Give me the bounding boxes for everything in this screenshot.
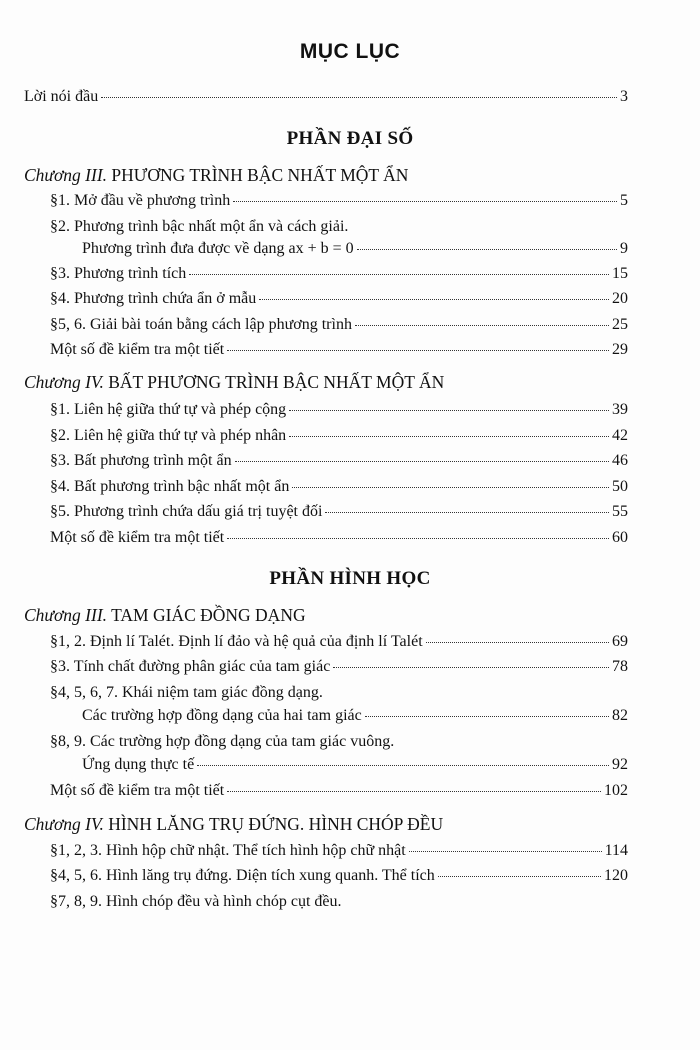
- entry-label: §3. Bất phương trình một ẩn: [50, 452, 232, 469]
- toc-entry: [50, 427, 628, 445]
- entry-label: Lời nói đầu: [24, 88, 99, 105]
- entry-first-line: §2. Phương trình bậc nhất một ẩn và cách giải.: [50, 218, 349, 235]
- toc-entry: [50, 341, 628, 359]
- entry-label: §4. Bất phương trình bậc nhất một ẩn: [50, 478, 290, 495]
- entry-page: 114: [604, 842, 628, 859]
- entry-label: Ứng dụng thực tế: [82, 756, 195, 773]
- chapter-title: BẤT PHƯƠNG TRÌNH BẬC NHẤT MỘT ẨN: [108, 372, 445, 392]
- entry-first-line: §4, 5, 6, 7. Khái niệm tam giác đồng dạng.: [50, 684, 323, 701]
- dot-leader: [233, 201, 617, 202]
- entry-page: 50: [612, 478, 628, 495]
- entry-label: §3. Phương trình tích: [50, 265, 187, 282]
- toc-entry: [50, 842, 628, 860]
- dot-leader: [227, 791, 601, 792]
- chapter-number: Chương IV.: [24, 814, 104, 834]
- toc-entry: [50, 452, 628, 470]
- toc-entry: [50, 316, 628, 334]
- chapter-heading: [24, 372, 444, 393]
- entry-page: 78: [612, 658, 628, 675]
- entry-label: §1. Mở đầu về phương trình: [50, 192, 231, 209]
- dot-leader: [365, 716, 609, 717]
- entry-page: 55: [612, 503, 628, 520]
- toc-entry: [82, 707, 628, 725]
- part-title-algebra: PHẦN ĐẠI SỐ: [286, 128, 414, 149]
- dot-leader: [189, 274, 609, 275]
- chapter-heading: [24, 165, 408, 186]
- toc-entry: [50, 478, 628, 496]
- entry-label: §4. Phương trình chứa ẩn ở mẫu: [50, 290, 257, 307]
- entry-label: §1, 2, 3. Hình hộp chữ nhật. Thể tích hình hộp chữ nhật: [50, 842, 406, 859]
- chapter-number: Chương IV.: [24, 372, 104, 392]
- chapter-heading: [24, 605, 306, 626]
- dot-leader: [409, 851, 602, 852]
- dot-leader: [235, 461, 609, 462]
- entry-label: §1, 2. Định lí Talét. Định lí đảo và hệ quả của định lí Talét: [50, 633, 423, 650]
- dot-leader: [292, 487, 609, 488]
- entry-label: Một số đề kiểm tra một tiết: [50, 341, 225, 358]
- chapter-title: PHƯƠNG TRÌNH BẬC NHẤT MỘT ẨN: [111, 165, 409, 185]
- toc-entry: [50, 265, 628, 283]
- entry-label: §4, 5, 6. Hình lăng trụ đứng. Diện tích xung quanh. Thể tích: [50, 867, 435, 884]
- entry-page: 29: [612, 341, 628, 358]
- toc-entry: [50, 658, 628, 676]
- entry-label: §3. Tính chất đường phân giác của tam giác: [50, 658, 331, 675]
- entry-page: 82: [612, 707, 628, 724]
- entry-label: Phương trình đưa được về dạng ax + b = 0: [82, 240, 354, 257]
- toc-entry: [50, 401, 628, 419]
- entry-label: §5, 6. Giải bài toán bằng cách lập phương trình: [50, 316, 352, 333]
- chapter-title: HÌNH LĂNG TRỤ ĐỨNG. HÌNH CHÓP ĐỀU: [108, 814, 444, 834]
- entry-page: 5: [620, 192, 628, 209]
- entry-page: 9: [620, 240, 628, 257]
- toc-entry: [50, 503, 628, 521]
- entry-label: §2. Liên hệ giữa thứ tự và phép nhân: [50, 427, 287, 444]
- entry-label: Một số đề kiểm tra một tiết: [50, 529, 225, 546]
- toc-entry: [50, 529, 628, 547]
- dot-leader: [438, 876, 601, 877]
- dot-leader: [197, 765, 609, 766]
- toc-entry: [50, 192, 628, 210]
- toc-entry: [82, 756, 628, 774]
- entry-page: 3: [620, 88, 628, 105]
- entry-first-line: §7, 8, 9. Hình chóp đều và hình chóp cụt đều.: [50, 893, 342, 910]
- entry-page: 120: [604, 867, 628, 884]
- toc-entry: [50, 867, 628, 885]
- entry-page: 25: [612, 316, 628, 333]
- toc-entry: [50, 782, 628, 800]
- dot-leader: [426, 642, 609, 643]
- chapter-number: Chương III.: [24, 165, 108, 185]
- entry-page: 60: [612, 529, 628, 546]
- entry-page: 69: [612, 633, 628, 650]
- page-title: MỤC LỤC: [299, 40, 401, 63]
- entry-first-line: §8, 9. Các trường hợp đồng dạng của tam giác vuông.: [50, 733, 395, 750]
- entry-page: 15: [612, 265, 628, 282]
- entry-page: 46: [612, 452, 628, 469]
- part-title-geometry: PHẦN HÌNH HỌC: [269, 568, 431, 589]
- entry-label: Các trường hợp đồng dạng của hai tam giác: [82, 707, 362, 724]
- dot-leader: [325, 512, 609, 513]
- entry-label: Một số đề kiểm tra một tiết: [50, 782, 225, 799]
- dot-leader: [259, 299, 609, 300]
- entry-label: §5. Phương trình chứa dấu giá trị tuyệt đối: [50, 503, 323, 520]
- entry-page: 42: [612, 427, 628, 444]
- dot-leader: [289, 410, 609, 411]
- chapter-title: TAM GIÁC ĐỒNG DẠNG: [111, 605, 306, 625]
- entry-label: §1. Liên hệ giữa thứ tự và phép cộng: [50, 401, 287, 418]
- entry-page: 39: [612, 401, 628, 418]
- dot-leader: [333, 667, 609, 668]
- dot-leader: [357, 249, 617, 250]
- chapter-number: Chương III.: [24, 605, 108, 625]
- dot-leader: [227, 350, 609, 351]
- toc-entry-preface: [24, 88, 628, 106]
- toc-entry: [82, 240, 628, 258]
- dot-leader: [227, 538, 609, 539]
- toc-entry: [50, 633, 628, 651]
- chapter-heading: [24, 814, 443, 835]
- entry-page: 102: [604, 782, 628, 799]
- entry-page: 92: [612, 756, 628, 773]
- dot-leader: [289, 436, 609, 437]
- entry-page: 20: [612, 290, 628, 307]
- dot-leader: [101, 97, 617, 98]
- dot-leader: [355, 325, 609, 326]
- toc-entry: [50, 290, 628, 308]
